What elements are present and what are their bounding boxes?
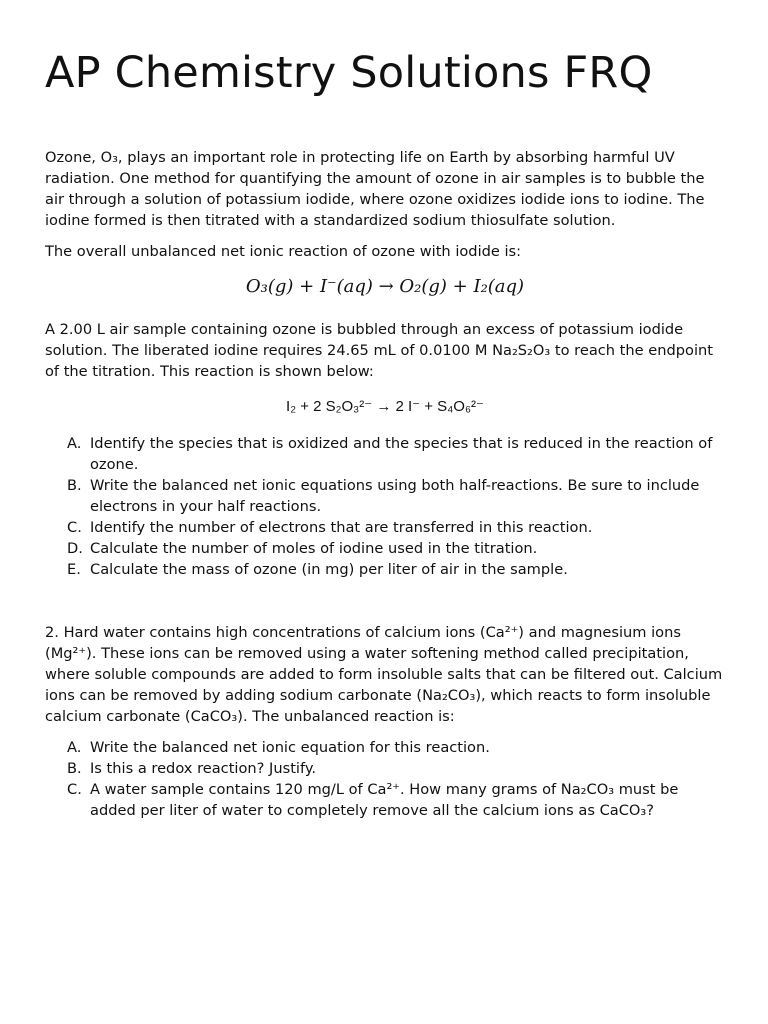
list-item-text: Is this a redox reaction? Justify. — [90, 760, 317, 777]
list-marker: E. — [67, 561, 81, 578]
list-item-text: Calculate the number of moles of iodine used in the titration. — [90, 540, 538, 557]
q2-intro-paragraph: 2. Hard water contains high concentrations of calcium ions (Ca²⁺) and magnesium ions (Mg²⁺). These ions can be removed using a water softening method called precipitation, where soluble compounds are added to form insoluble salts that can be filtered out. Calcium ions can be removed by adding sodium carbonate (Na₂CO₃), which reacts to form insoluble calcium carbonate (CaCO₃). The unbalanced reaction is: — [45, 624, 723, 725]
list-item — [45, 433, 725, 475]
list-marker: C. — [67, 519, 82, 536]
list-item — [45, 538, 725, 559]
list-item — [45, 737, 725, 758]
list-item — [45, 758, 725, 779]
list-item-text: A water sample contains 120 mg/L of Ca²⁺. How many grams of Na₂CO₃ must be added per liter of water to completely remove all the calcium ions as CaCO₃? — [90, 781, 679, 819]
q1-intro-paragraph: Ozone, O₃, plays an important role in protecting life on Earth by absorbing harmful UV radiation. One method for quantifying the amount of ozone in air samples is to bubble the air through a solution of potassium iodide, where ozone oxidizes iodide ions to iodine. The iodine formed is then titrated with a standardized sodium thiosulfate solution. — [45, 149, 705, 229]
q1-sample-paragraph: A 2.00 L air sample containing ozone is bubbled through an excess of potassium iodide solution. The liberated iodine requires 24.65 mL of 0.0100 M Na₂S₂O₃ to reach the endpoint of the titration. This reaction is shown below: — [45, 321, 713, 380]
list-item-text: Write the balanced net ionic equation for this reaction. — [90, 739, 490, 756]
list-item — [45, 559, 725, 580]
list-marker: A. — [67, 435, 82, 452]
q2-question-list — [45, 737, 725, 821]
list-item — [45, 475, 725, 517]
list-item — [45, 517, 725, 538]
list-marker: D. — [67, 540, 83, 557]
list-item-text: Identify the species that is oxidized and the species that is reduced in the reaction of ozone. — [90, 435, 713, 473]
thiosulfate-equation: I₂ + 2 S₂O₃²⁻ → 2 I⁻ + S₄O₆²⁻ — [286, 398, 484, 415]
list-marker: B. — [67, 477, 82, 494]
list-item-text: Write the balanced net ionic equations using both half-reactions. Be sure to include electrons in your half reactions. — [90, 477, 700, 515]
list-marker: C. — [67, 781, 82, 798]
page-title: AP Chemistry Solutions FRQ — [45, 48, 653, 98]
q1-question-list — [45, 433, 725, 580]
list-item — [45, 779, 725, 821]
list-marker: B. — [67, 760, 82, 777]
list-marker: A. — [67, 739, 82, 756]
q1-reaction-intro: The overall unbalanced net ionic reaction of ozone with iodide is: — [45, 243, 522, 260]
list-item-text: Calculate the mass of ozone (in mg) per liter of air in the sample. — [90, 561, 568, 578]
list-item-text: Identify the number of electrons that are transferred in this reaction. — [90, 519, 593, 536]
ozone-iodide-equation: O₃(g) + I⁻(aq) → O₂(g) + I₂(aq) — [245, 276, 525, 297]
